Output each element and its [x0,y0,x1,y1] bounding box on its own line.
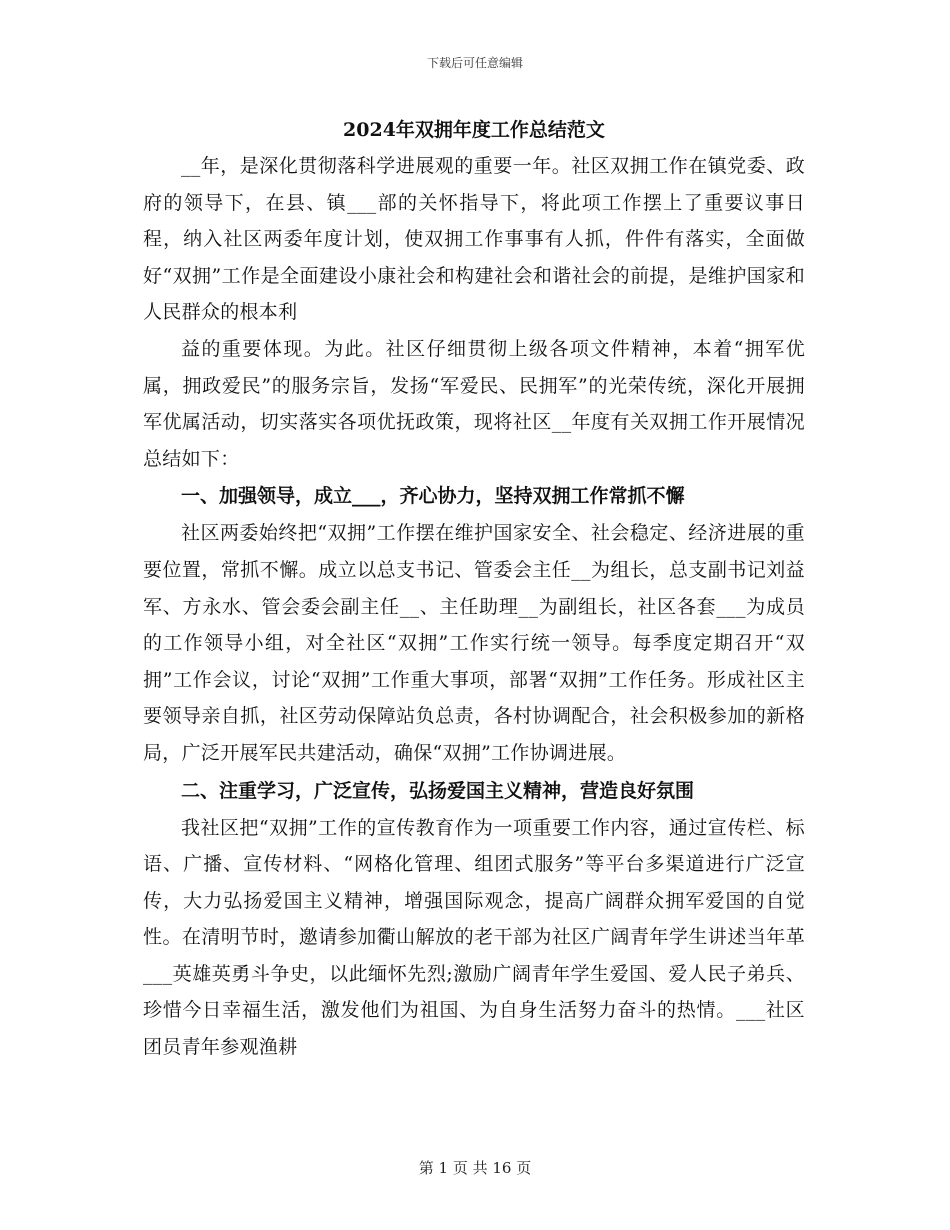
section-heading-1: 一、加强领导，成立___，齐心协力，坚持双拥工作常抓不懈 [181,485,685,508]
page-footer-number: 第 1 页 共 16 页 [418,1159,532,1177]
document-body [143,112,805,1066]
paragraph-publicity: 我社区把“双拥”工作的宣传教育作为一项重要工作内容，通过宣传栏、标语、广播、宣传材料、“网格化管理、组团式服务”等平台多渠道进行广泛宣传，大力弘扬爱国主义精神，增强国际观念，提高广阔群众拥军爱国的自觉性。在清明节时，邀请参加衢山解放的老干部为社区广阔青年学生讲述当年革___英雄英勇斗争史，以此缅怀先烈;激励广阔青年学生爱国、爱人民子弟兵、珍惜今日幸福生活，激发他们为祖国、为自身生活努力奋斗的热情。___社区团员青年参观渔耕 [143,816,805,1059]
page-header-note: 下载后可任意编辑 [426,56,523,70]
section-heading-2: 二、注重学习，广泛宣传，弘扬爱国主义精神，营造良好氛围 [181,779,695,802]
paragraph-leadership: 社区两委始终把“双拥”工作摆在维护国家安全、社会稳定、经济进展的重要位置，常抓不懈。成立以总支书记、管委会主任__为组长，总支副书记刘益军、方永水、管会委会副主任__、主任助理__为副组长，社区各套___为成员的工作领导小组，对全社区“双拥”工作实行统一领导。每季度定期召开“双拥”工作会议，讨论“双拥”工作重大事项，部署“双拥”工作任务。形成社区主要领导亲自抓，社区劳动保障站负总责，各村协调配合，社会积极参加的新格局，广泛开展军民共建活动，确保“双拥”工作协调进展。 [143,522,805,764]
paragraph-intro: __年，是深化贯彻落科学进展观的重要一年。社区双拥工作在镇党委、政府的领导下，在县、镇___部的关怀指导下，将此项工作摆上了重要议事日程，纳入社区两委年度计划，使双拥工作事事有人抓，件件有落实，全面做好“双拥”工作是全面建设小康社会和构建社会和谐社会的前提，是维护国家和人民群众的根本利 [143,155,805,324]
paragraph-purpose: 益的重要体现。为此。社区仔细贯彻上级各项文件精神，本着“拥军优属，拥政爱民”的服务宗旨，发扬“军爱民、民拥军”的光荣传统，深化开展拥军优属活动，切实落实各项优抚政策，现将社区__年度有关双拥工作开展情况总结如下： [143,337,805,470]
document-title: 2024年双拥年度工作总结范文 [343,119,605,141]
